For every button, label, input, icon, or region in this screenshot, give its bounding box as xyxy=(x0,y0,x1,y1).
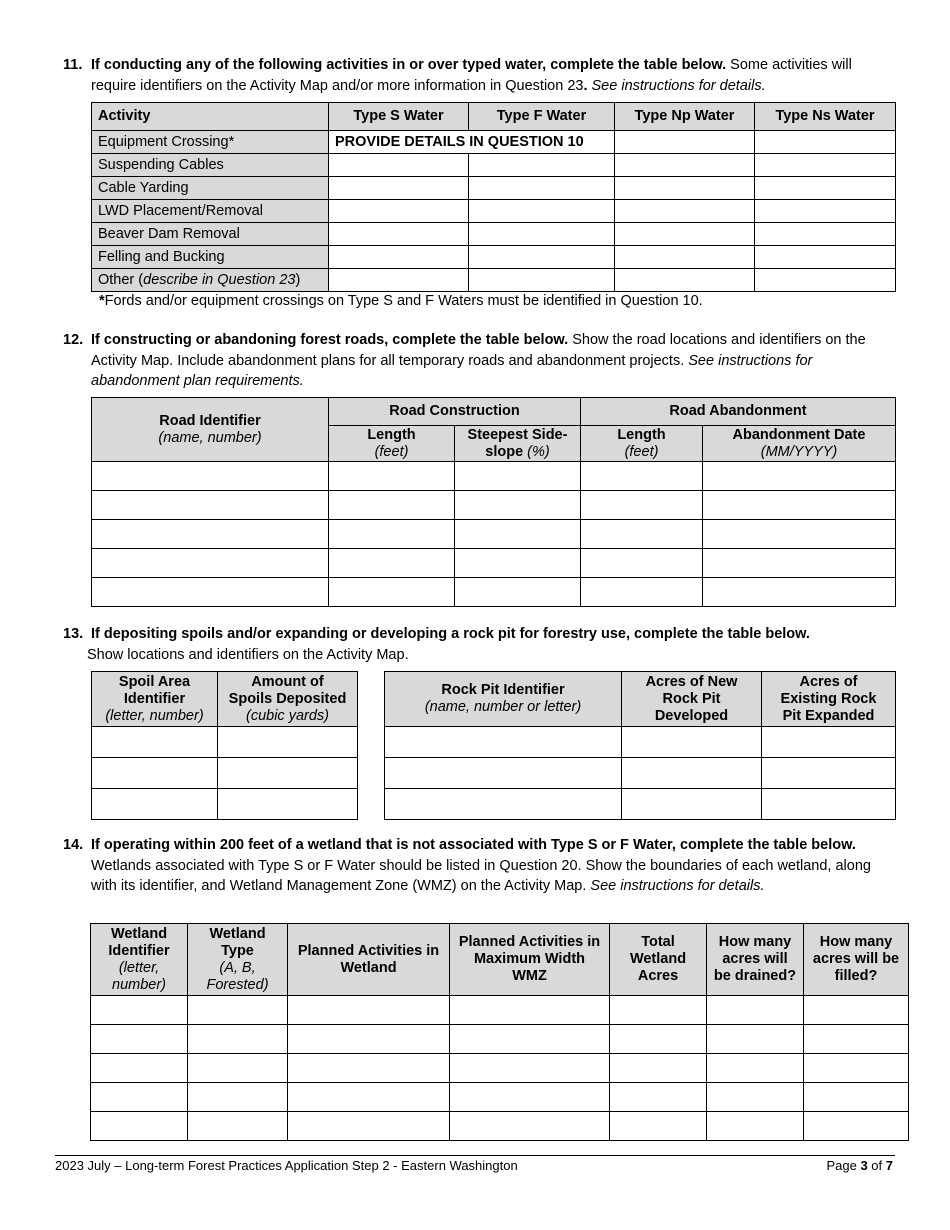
table-row xyxy=(92,549,896,578)
header-construction-length: Length (feet) xyxy=(329,426,455,462)
row-label-other: Other (describe in Question 23) xyxy=(92,269,329,292)
input-cell[interactable] xyxy=(610,1112,707,1141)
input-cell[interactable] xyxy=(92,491,329,520)
input-cell[interactable] xyxy=(450,1054,610,1083)
question-number: 11. xyxy=(63,57,83,73)
input-cell[interactable] xyxy=(455,578,581,607)
input-cell[interactable] xyxy=(469,177,615,200)
table-row xyxy=(385,758,896,789)
question-number: 14. xyxy=(63,837,84,853)
input-cell[interactable] xyxy=(469,223,615,246)
input-cell[interactable] xyxy=(188,1083,288,1112)
input-cell[interactable] xyxy=(755,131,896,154)
input-cell[interactable] xyxy=(804,1054,909,1083)
input-cell[interactable] xyxy=(804,1083,909,1112)
input-cell[interactable] xyxy=(615,223,755,246)
input-cell[interactable] xyxy=(385,758,622,789)
question-text: If depositing spoils and/or expanding or developing a rock pit for forestry use, complete the table below. Show locations and identifiers on the Activity Map. xyxy=(87,626,810,663)
input-cell[interactable] xyxy=(581,462,703,491)
header-type-ns: Type Ns Water xyxy=(755,103,896,131)
input-cell[interactable] xyxy=(703,491,896,520)
road-table xyxy=(91,397,896,607)
input-cell[interactable] xyxy=(707,1054,804,1083)
row-label: Equipment Crossing* xyxy=(92,131,329,154)
input-cell[interactable] xyxy=(804,1025,909,1054)
wetland-table xyxy=(90,923,909,1141)
table-row xyxy=(91,1025,909,1054)
rock-pit-table xyxy=(384,671,896,820)
input-cell[interactable] xyxy=(804,996,909,1025)
footnote: *Fords and/or equipment crossings on Type S and F Waters must be identified in Question 10. xyxy=(99,293,703,309)
header-acres-filled: How many acres will be filled? xyxy=(804,924,909,996)
input-cell[interactable] xyxy=(610,1054,707,1083)
input-cell[interactable] xyxy=(329,549,455,578)
row-label: LWD Placement/Removal xyxy=(92,200,329,223)
header-spoils-amount: Amount of Spoils Deposited (cubic yards) xyxy=(218,672,358,727)
input-cell[interactable] xyxy=(288,1112,450,1141)
table-row xyxy=(92,462,896,491)
input-cell[interactable] xyxy=(450,996,610,1025)
header-planned-activities-wmz: Planned Activities in Maximum Width WMZ xyxy=(450,924,610,996)
table-row xyxy=(92,177,896,200)
input-cell[interactable] xyxy=(703,549,896,578)
question-number: 12. xyxy=(63,332,84,348)
input-cell[interactable] xyxy=(622,789,762,820)
table-row xyxy=(92,269,896,292)
input-cell[interactable] xyxy=(581,578,703,607)
input-cell[interactable] xyxy=(91,996,188,1025)
input-cell[interactable] xyxy=(288,1083,450,1112)
input-cell[interactable] xyxy=(755,154,896,177)
input-cell[interactable] xyxy=(450,1112,610,1141)
input-cell[interactable] xyxy=(385,727,622,758)
table-row xyxy=(92,758,358,789)
header-planned-activities-wetland: Planned Activities in Wetland xyxy=(288,924,450,996)
input-cell[interactable] xyxy=(450,1083,610,1112)
question-number: 13. xyxy=(63,626,84,642)
table-row xyxy=(91,996,909,1025)
table-header-row xyxy=(385,672,896,727)
input-cell[interactable] xyxy=(581,520,703,549)
input-cell[interactable] xyxy=(188,996,288,1025)
footer-page-number: Page 3 of 7 xyxy=(826,1158,893,1173)
header-wetland-type: Wetland Type (A, B, Forested) xyxy=(188,924,288,996)
input-cell[interactable] xyxy=(92,578,329,607)
question-text: If constructing or abandoning forest roads, complete the table below. Show the road locations and identifiers on the Activity Map. Include abandonment plans for all temporary roads and abandonment projects. See instructions for abandonment plan requirements. xyxy=(91,332,866,389)
activity-table xyxy=(91,102,896,292)
header-acres-drained: How many acres will be drained? xyxy=(707,924,804,996)
input-cell[interactable] xyxy=(615,131,755,154)
input-cell[interactable] xyxy=(615,200,755,223)
input-cell[interactable] xyxy=(188,1112,288,1141)
table-header-row xyxy=(92,672,358,727)
table-row xyxy=(91,1083,909,1112)
table-row xyxy=(92,727,358,758)
header-steepest-sideslope: Steepest Side- slope (%) xyxy=(455,426,581,462)
header-total-wetland-acres: Total Wetland Acres xyxy=(610,924,707,996)
table-header-row xyxy=(92,103,896,131)
input-cell[interactable] xyxy=(92,462,329,491)
input-cell[interactable] xyxy=(762,727,896,758)
input-cell[interactable] xyxy=(329,223,469,246)
input-cell[interactable] xyxy=(92,549,329,578)
header-activity: Activity xyxy=(92,103,329,131)
table-row xyxy=(92,154,896,177)
input-cell[interactable] xyxy=(755,200,896,223)
input-cell[interactable] xyxy=(329,200,469,223)
question-13 xyxy=(63,624,893,665)
table-row xyxy=(385,727,896,758)
row-label: Cable Yarding xyxy=(92,177,329,200)
header-abandonment-date: Abandonment Date (MM/YYYY) xyxy=(703,426,896,462)
input-cell[interactable] xyxy=(329,269,469,292)
input-cell[interactable] xyxy=(329,177,469,200)
input-cell[interactable] xyxy=(288,1054,450,1083)
table-header-row xyxy=(91,924,909,996)
question-11 xyxy=(63,55,893,96)
header-road-identifier: Road Identifier (name, number) xyxy=(92,398,329,462)
table-row xyxy=(91,1054,909,1083)
table-row xyxy=(92,578,896,607)
input-cell[interactable] xyxy=(762,758,896,789)
table-row xyxy=(92,789,358,820)
question-text: If operating within 200 feet of a wetland that is not associated with Type S or F Water, complete the table below. Wetlands associated with Type S or F Water should be listed in Question 20. Show the boundaries of each wetland, along with its identifier, and Wetland Management Zone (WMZ) on the Activity Map. See instructions for details. xyxy=(91,837,871,894)
input-cell[interactable] xyxy=(329,520,455,549)
input-cell[interactable] xyxy=(188,1025,288,1054)
input-cell[interactable] xyxy=(329,154,469,177)
input-cell[interactable] xyxy=(91,1054,188,1083)
input-cell[interactable] xyxy=(469,154,615,177)
input-cell[interactable] xyxy=(610,1083,707,1112)
input-cell[interactable] xyxy=(329,491,455,520)
input-cell[interactable] xyxy=(707,1083,804,1112)
input-cell[interactable] xyxy=(469,269,615,292)
input-cell[interactable] xyxy=(610,996,707,1025)
input-cell[interactable] xyxy=(755,246,896,269)
input-cell[interactable] xyxy=(707,996,804,1025)
input-cell[interactable] xyxy=(92,758,218,789)
table-row xyxy=(385,789,896,820)
input-cell[interactable] xyxy=(455,549,581,578)
header-acres-existing-rock-pit: Acres of Existing Rock Pit Expanded xyxy=(762,672,896,727)
question-text: If conducting any of the following activities in or over typed water, complete the table below. Some activities will require identifiers on the Activity Map and/or more information in Question 23. See instructions for details. xyxy=(91,57,852,94)
input-cell[interactable] xyxy=(707,1025,804,1054)
input-cell[interactable] xyxy=(469,200,615,223)
input-cell[interactable] xyxy=(218,727,358,758)
input-cell[interactable] xyxy=(218,758,358,789)
table-row xyxy=(92,223,896,246)
input-cell[interactable] xyxy=(622,727,762,758)
input-cell[interactable] xyxy=(615,177,755,200)
input-cell[interactable] xyxy=(707,1112,804,1141)
input-cell[interactable] xyxy=(703,520,896,549)
input-cell[interactable] xyxy=(610,1025,707,1054)
header-type-f: Type F Water xyxy=(469,103,615,131)
input-cell[interactable] xyxy=(755,223,896,246)
header-type-s: Type S Water xyxy=(329,103,469,131)
header-road-abandonment: Road Abandonment xyxy=(581,398,896,426)
input-cell[interactable] xyxy=(755,177,896,200)
input-cell[interactable] xyxy=(329,462,455,491)
input-cell[interactable] xyxy=(455,491,581,520)
input-cell[interactable] xyxy=(288,996,450,1025)
header-rock-pit-identifier: Rock Pit Identifier (name, number or letter) xyxy=(385,672,622,727)
header-road-construction: Road Construction xyxy=(329,398,581,426)
footer-divider xyxy=(55,1155,895,1156)
footer-title: 2023 July – Long-term Forest Practices Application Step 2 - Eastern Washington xyxy=(55,1158,518,1173)
input-cell[interactable] xyxy=(455,520,581,549)
input-cell[interactable] xyxy=(703,462,896,491)
input-cell[interactable] xyxy=(385,789,622,820)
row-label: Suspending Cables xyxy=(92,154,329,177)
row-label: Felling and Bucking xyxy=(92,246,329,269)
input-cell[interactable] xyxy=(804,1112,909,1141)
row-label: Beaver Dam Removal xyxy=(92,223,329,246)
header-spoil-area-identifier: Spoil Area Identifier (letter, number) xyxy=(92,672,218,727)
input-cell[interactable] xyxy=(329,246,469,269)
input-cell[interactable] xyxy=(755,269,896,292)
table-row xyxy=(91,1112,909,1141)
table-row xyxy=(92,520,896,549)
input-cell[interactable] xyxy=(762,789,896,820)
input-cell[interactable] xyxy=(188,1054,288,1083)
input-cell[interactable] xyxy=(91,1083,188,1112)
input-cell[interactable] xyxy=(91,1112,188,1141)
table-row xyxy=(92,491,896,520)
question-12 xyxy=(63,330,893,392)
input-cell[interactable] xyxy=(615,246,755,269)
table-header-row xyxy=(92,398,896,426)
input-cell[interactable] xyxy=(218,789,358,820)
input-cell[interactable] xyxy=(288,1025,450,1054)
input-cell[interactable] xyxy=(615,269,755,292)
table-row xyxy=(92,246,896,269)
input-cell[interactable] xyxy=(469,246,615,269)
table-row xyxy=(92,200,896,223)
header-type-np: Type Np Water xyxy=(615,103,755,131)
spoil-table xyxy=(91,671,358,820)
input-cell[interactable] xyxy=(581,491,703,520)
header-acres-new-rock-pit: Acres of New Rock Pit Developed xyxy=(622,672,762,727)
table-row xyxy=(92,131,896,154)
input-cell[interactable] xyxy=(450,1025,610,1054)
input-cell[interactable] xyxy=(615,154,755,177)
question-14 xyxy=(63,835,893,897)
input-cell[interactable] xyxy=(622,758,762,789)
header-abandonment-length: Length (feet) xyxy=(581,426,703,462)
merged-details-cell: PROVIDE DETAILS IN QUESTION 10 xyxy=(329,131,615,154)
input-cell[interactable] xyxy=(92,789,218,820)
input-cell[interactable] xyxy=(92,520,329,549)
header-wetland-identifier: Wetland Identifier (letter, number) xyxy=(91,924,188,996)
input-cell[interactable] xyxy=(455,462,581,491)
input-cell[interactable] xyxy=(329,578,455,607)
input-cell[interactable] xyxy=(91,1025,188,1054)
input-cell[interactable] xyxy=(581,549,703,578)
input-cell[interactable] xyxy=(92,727,218,758)
input-cell[interactable] xyxy=(703,578,896,607)
